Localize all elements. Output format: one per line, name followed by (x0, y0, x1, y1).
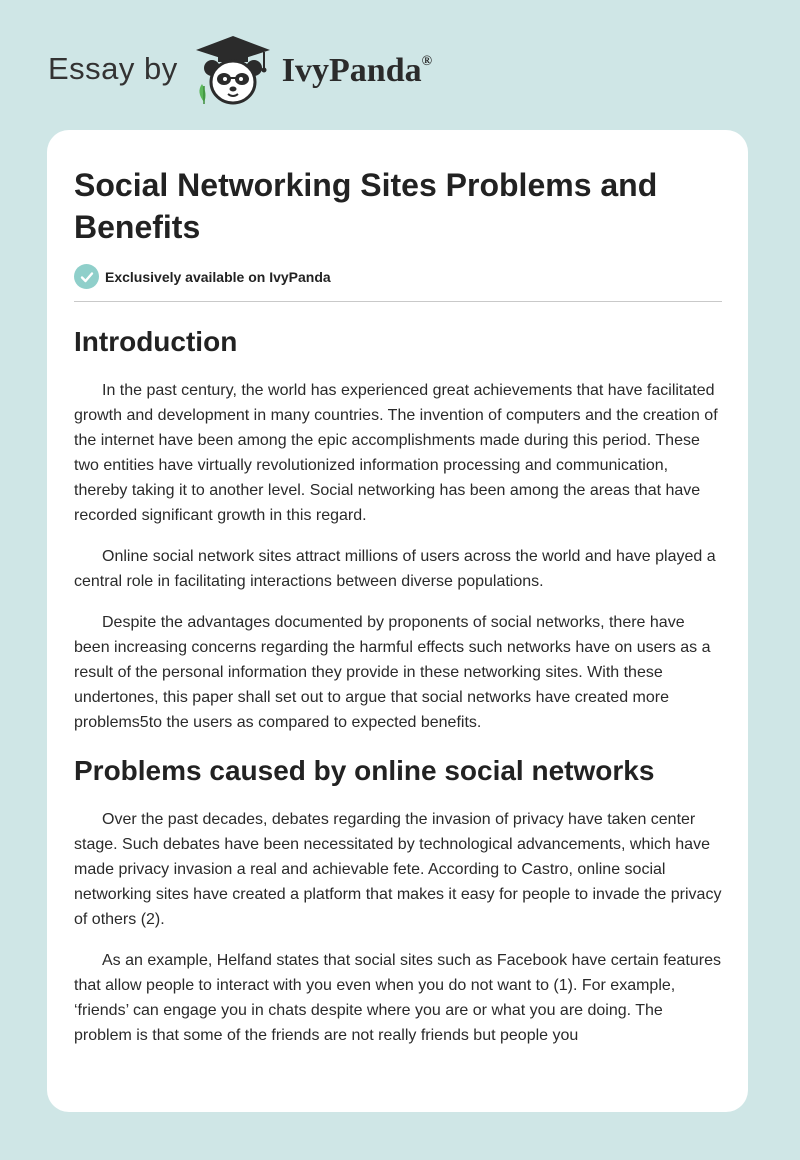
paragraph: Online social network sites attract millions of users across the world and have played a central role in facilitating interactions between diverse populations. (74, 548, 716, 590)
essay-by-label: Essay by (48, 51, 178, 86)
article-card (47, 130, 748, 1112)
paragraph: In the past century, the world has experienced great achievements that have facilitated growth and development in many countries. The invention of computers and the creation of the internet have been among the epic accomplishments made during this period. These two entities have virtually revolutionized information processing and communication, thereby taking it to another level. Social networking has been among the areas that have recorded significant growth in this regard. (74, 382, 718, 524)
site-header (48, 34, 432, 108)
check-icon (74, 264, 99, 289)
exclusive-label: Exclusively available on IvyPanda (105, 268, 331, 285)
paragraph: Despite the advantages documented by proponents of social networks, there have been increasing concerns regarding the harmful effects such networks have on users as a result of the personal information they provide in these networking sites. With these undertones, this paper shall set out to argue that social networks have created more problems5to the users as compared to expected benefits. (74, 614, 711, 731)
article-title: Social Networking Sites Problems and Benefits (74, 167, 658, 245)
exclusive-badge (74, 264, 722, 302)
registered-mark: ® (421, 54, 433, 69)
section-heading-problems: Problems caused by online social networks (74, 755, 655, 786)
paragraph: As an example, Helfand states that social sites such as Facebook have certain features that allow people to interact with you even when you do not want to (1). For example, ‘friends’ can engage you in chats despite where you are or what you are doing. The problem is that some of the friends are not really friends but people you (74, 952, 721, 1044)
paragraph: Over the past decades, debates regarding the invasion of privacy have taken center stage. Such debates have been necessitated by technological advancements, which have made privacy invasion a real and achievable fete. According to Castro, online social networking sites have created a platform that makes it easy for people to invade the privacy of others (2). (74, 811, 722, 928)
panda-graduate-icon[interactable] (192, 34, 274, 108)
brand-name[interactable]: IvyPanda® (281, 52, 433, 89)
section-heading-introduction: Introduction (74, 326, 238, 357)
